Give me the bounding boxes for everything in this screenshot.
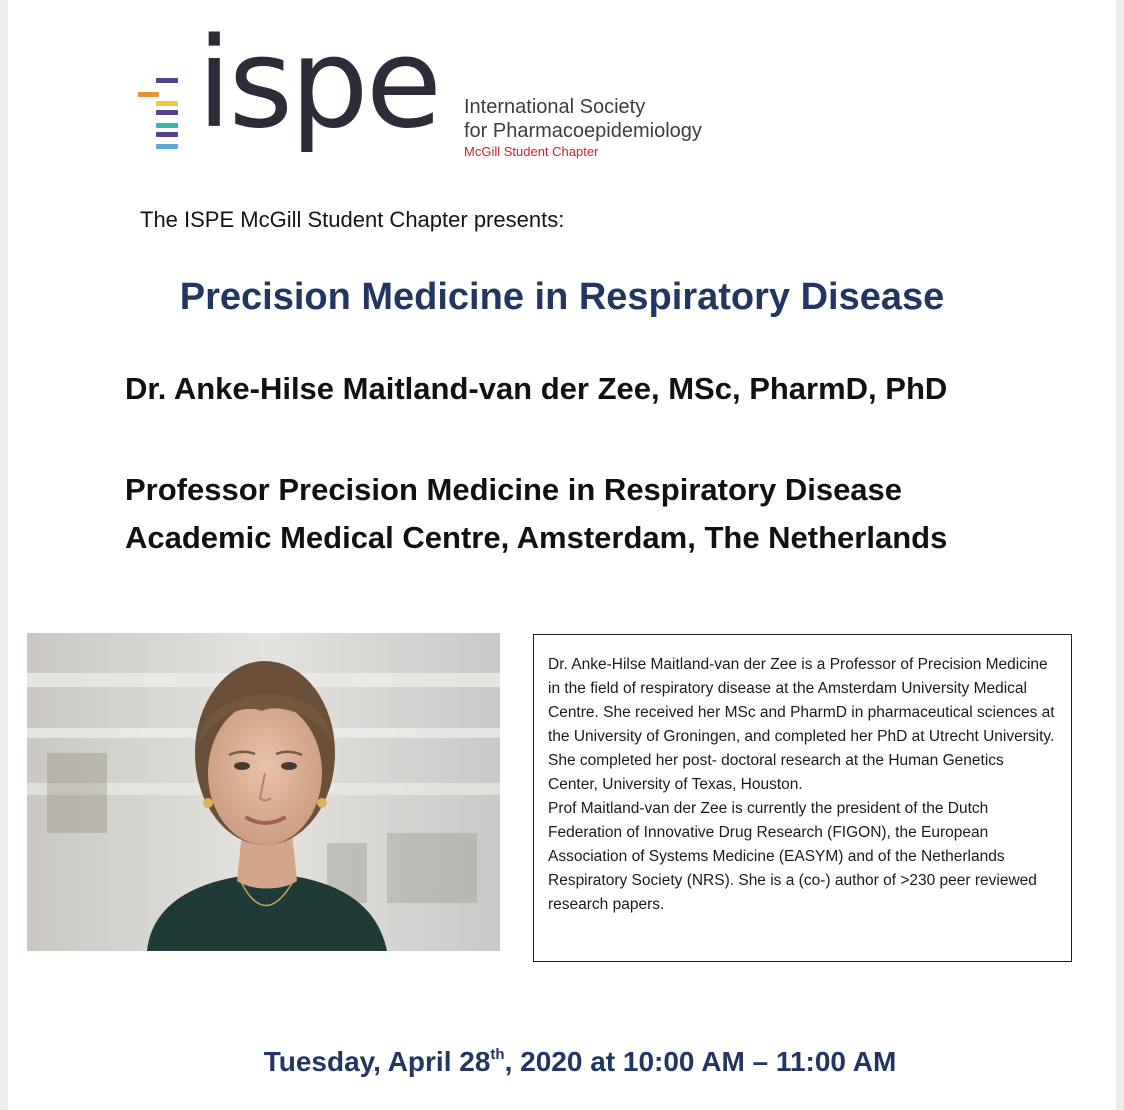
logo-bar bbox=[156, 132, 178, 137]
event-date-time bbox=[0, 1046, 1124, 1078]
speaker-name: Dr. Anke-Hilse Maitland-van der Zee, MSc, PharmD, PhD bbox=[125, 371, 948, 406]
logo-org-line2: for Pharmacoepidemiology bbox=[464, 120, 702, 142]
presents-line: The ISPE McGill Student Chapter presents: bbox=[140, 207, 565, 232]
ispe-logo-wordmark: ispe bbox=[197, 12, 440, 156]
bio-paragraph-1: Dr. Anke-Hilse Maitland-van der Zee is a Professor of Precision Medicine in the field of respiratory disease at the Amsterdam University Medical Centre. She received her MSc and PharmD in pharmaceutical sciences at the University of Groningen, and completed her PhD at Utrecht University. She completed her post- doctoral research at the Human Genetics Center, University of Texas, Houston. bbox=[548, 656, 1055, 793]
logo-bar bbox=[156, 110, 178, 115]
ispe-logo-bars-icon bbox=[138, 78, 180, 150]
speaker-portrait-illustration bbox=[27, 633, 500, 951]
logo-bar bbox=[156, 123, 178, 128]
speaker-bio-box bbox=[533, 634, 1072, 962]
logo-bar bbox=[138, 92, 159, 97]
logo-bar bbox=[156, 78, 178, 83]
bio-paragraph-2: Prof Maitland-van der Zee is currently the president of the Dutch Federation of Innovative Drug Research (FIGON), the European Association of Systems Medicine (EASYM) and of the Netherlands Respiratory Society (NRS). She is a (co-) author of >230 peer reviewed research papers. bbox=[548, 800, 1037, 913]
logo-org-line1: International Society bbox=[464, 96, 646, 118]
logo-organization-name bbox=[464, 95, 702, 143]
logo-bar bbox=[156, 101, 178, 106]
event-time: , 2020 at 10:00 AM – 11:00 AM bbox=[504, 1046, 897, 1077]
logo-bar bbox=[156, 144, 178, 149]
talk-title: Precision Medicine in Respiratory Disease bbox=[179, 276, 945, 318]
speaker-photo bbox=[27, 633, 500, 951]
event-day-suffix: th bbox=[490, 1046, 505, 1063]
event-day: Tuesday, April 28 bbox=[263, 1046, 491, 1077]
logo-chapter-name: McGill Student Chapter bbox=[464, 144, 599, 159]
speaker-affiliation bbox=[125, 466, 947, 562]
affiliation-line1: Professor Precision Medicine in Respiratory Disease bbox=[125, 472, 903, 507]
affiliation-line2: Academic Medical Centre, Amsterdam, The Netherlands bbox=[125, 520, 948, 555]
